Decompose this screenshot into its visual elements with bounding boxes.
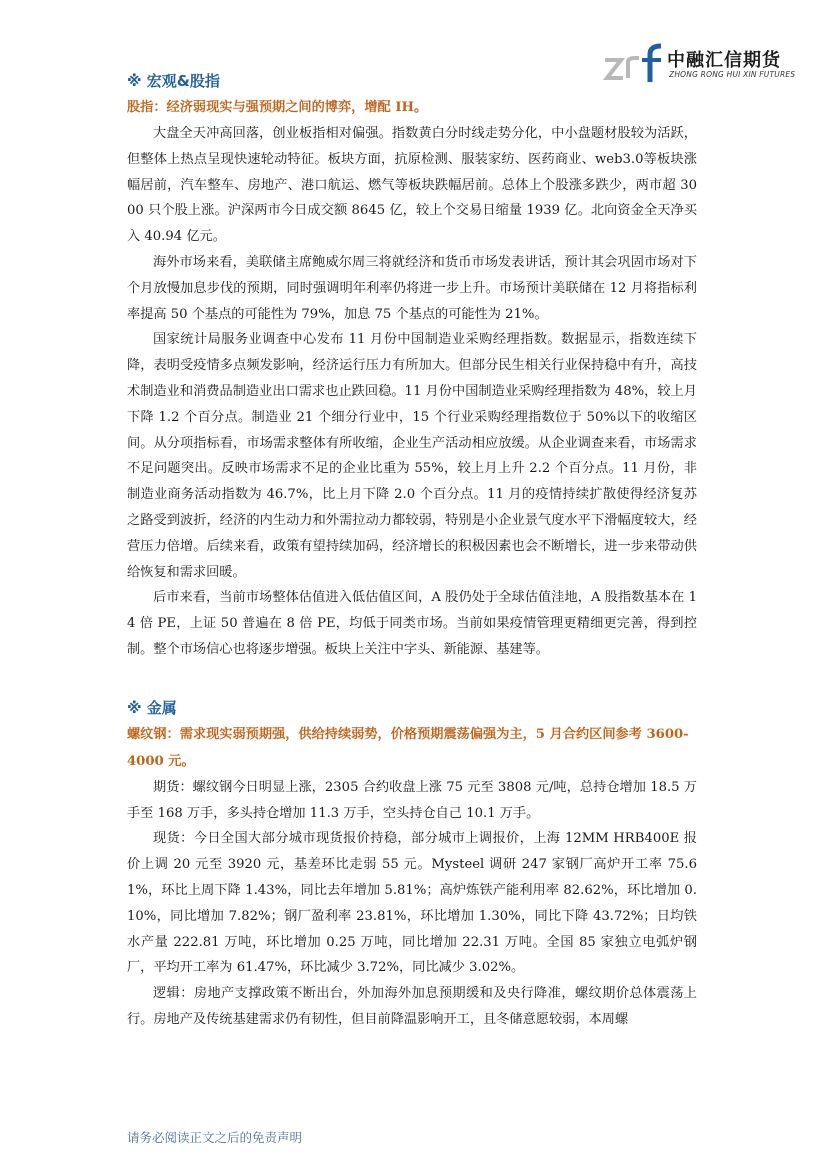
report-content [127, 68, 697, 1033]
subhead-rebar: 螺纹钢：需求现实弱预期强，供给持续弱势，价格预期震荡偏强为主，5 月合约区间参考 3600-4000 元。 [127, 726, 689, 769]
paragraph-pmi: 国家统计局服务业调查中心发布 11 月份中国制造业采购经理指数。数据显示，指数连续下降，表明受疫情多点频发影响，经济运行压力有所加大。但部分民生相关行业保持稳中有升，高技术制造业和消费品制造业出口需求也止跌回稳。11 月份中国制造业采购经理指数为 48%，较上月下降 1.2 个百分点。制造业 21 个细分行业中，15 个行业采购经理指数位于 50%以下的收缩区间。从分项指标看，市场需求整体有所收缩，企业生产活动相应放缓。从企业调查来看，市场需求不足问题突出。反映市场需求不足的企业比重为 55%，较上月上升 2.2 个百分点。11 月份，非制造业商务活动指数为 46.7%，比上月下降 2.0 个百分点。11 月的疫情持续扩散使得经济复苏之路受到波折，经济的内生动力和外需拉动力都较弱，特别是小企业景气度水平下滑幅度较大，经营压力倍增。后续来看，政策有望持续加码，经济增长的积极因素也会不断增长，进一步来带动供给恢复和需求回暖。 [127, 332, 697, 580]
section-title-macro: ※ 宏观&股指 [127, 72, 220, 90]
brand-name-cn: 中融汇信期货 [667, 50, 781, 71]
subhead-stock-index: 股指：经济弱现实与强预期之间的博弈，增配 IH。 [127, 100, 428, 115]
section-metal [127, 695, 697, 1033]
brand-name-en: ZHONG RONG HUI XIN FUTURES [669, 70, 796, 79]
section-title-metal: ※ 金属 [127, 698, 177, 717]
paragraph-market-summary: 大盘全天冲高回落，创业板指相对偏强。指数黄白分时线走势分化，中小盘题材股较为活跃，但整体上热点呈现快速轮动特征。板块方面，抗原检测、服装家纺、医药商业、web3.0等板块涨幅居前，汽车整车、房地产、港口航运、燃气等板块跌幅居前。总体上个股涨多跌少，两市超 3000 只个股上涨。沪深两市今日成交额 8645 亿，较上个交易日缩量 1939 亿。北向资金全天净买入 40.94 亿元。 [127, 126, 697, 245]
paragraph-overseas-market: 海外市场来看，美联储主席鲍威尔周三将就经济和货币市场发表讲话，预计其会巩固市场对下个月放慢加息步伐的预期，同时强调明年利率仍将进一步上升。市场预计美联储在 12 月将指标利率提高 50 个基点的可能性为 79%，加息 75 个基点的可能性为 21%。 [127, 254, 697, 322]
paragraph-outlook: 后市来看，当前市场整体估值进入低估值区间，A 股仍处于全球估值洼地，A 股指数基本在 14 倍 PE，上证 50 普遍在 8 倍 PE，均低于同类市场。当前如果疫情管理更精细更完善，得到控制。整个市场信心也将逐步增强。板块上关注中字头、新能源、基建等。 [127, 590, 697, 657]
footer-disclaimer[interactable]: 请务必阅读正文之后的免责声明 [127, 1130, 303, 1145]
paragraph-logic: 逻辑：房地产支撑政策不断出台，外加海外加息预期缓和及央行降准，螺纹期价总体震荡上行。房地产及传统基建需求仍有韧性，但目前降温影响开工，且冬储意愿较弱，本周螺 [127, 986, 697, 1027]
section-macro [127, 68, 697, 663]
paragraph-futures: 期货：螺纹钢今日明显上涨，2305 合约收盘上涨 75 元至 3808 元/吨，总持仓增加 18.5 万手至 168 万手，多头持仓增加 11.3 万手，空头持仓自己 10.1 万手。 [127, 779, 697, 821]
paragraph-spot: 现货：今日全国大部分城市现货报价持稳，部分城市上调报价，上海 12MM HRB400E 报价上调 20 元至 3920 元，基差环比走弱 55 元。Mysteel 调研 247 家钢厂高炉开工率 75.61%，环比上周下降 1.43%，同比去年增加 5.81%；高炉炼铁产能利用率 82.62%，环比增加 0.10%，同比增加 7.82%；钢厂盈利率 23.81%，环比增加 1.30%，同比下降 43.72%；日均铁水产量 222.81 万吨，环比增加 0.25 万吨，同比增加 22.31 万吨。全国 85 家独立电弧炉钢厂，平均开工率为 61.47%，环比减少 3.72%，同比减少 3.02%。 [127, 831, 697, 976]
